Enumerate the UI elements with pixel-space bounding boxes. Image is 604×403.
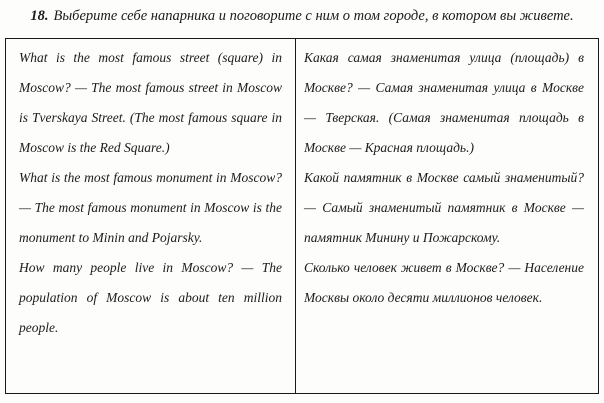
english-qa-paragraph-3: How many people live in Moscow? — The population of Moscow is about ten million people. bbox=[19, 260, 282, 335]
russian-qa-paragraph-3: Сколько человек живет в Москве? — Население Москвы около десяти миллионов человек. bbox=[304, 260, 584, 305]
russian-qa-paragraph-1: Какая самая знаменитая улица (площадь) в Москве? — Самая знаменитая улица в Москве — Тверская. (Самая знаменитая площадь в Москве — Красная площадь.) bbox=[304, 50, 584, 155]
table-cell-english bbox=[6, 39, 296, 393]
exercise-instruction: Выберите себе напарника и поговорите с ним о том городе, в котором вы живете. bbox=[53, 8, 574, 24]
english-qa-paragraph-2: What is the most famous monument in Moscow? — The most famous monument in Moscow is the monument to Minin and Pojarsky. bbox=[19, 170, 282, 245]
english-qa-paragraph-1: What is the most famous street (square) in Moscow? — The most famous street in Moscow is Tverskaya Street. (The most famous square in Moscow is the Red Square.) bbox=[19, 50, 282, 155]
russian-qa-paragraph-2: Какой памятник в Москве самый знаменитый? — Самый знаменитый памятник в Москве — памятник Минину и Пожарскому. bbox=[304, 170, 584, 245]
dialogue-table bbox=[5, 38, 599, 394]
table-cell-russian bbox=[296, 39, 598, 393]
exercise-header bbox=[0, 8, 604, 25]
exercise-number: 18. bbox=[30, 8, 49, 24]
